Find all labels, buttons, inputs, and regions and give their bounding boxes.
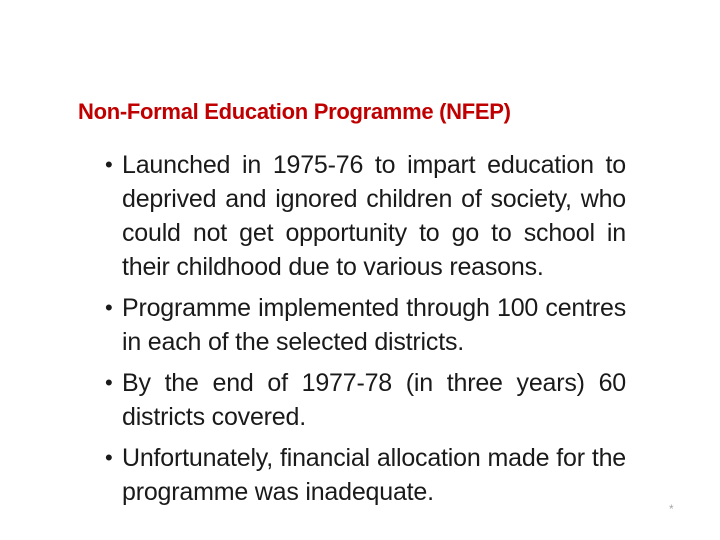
bullet-icon: •	[105, 295, 113, 320]
bullet-icon: •	[105, 445, 113, 470]
list-item	[105, 366, 626, 434]
bullet-text: Launched in 1975-76 to impart education to deprived and ignored children of society, who could not get opportunity to go to school in their childhood due to various reasons.	[122, 151, 626, 281]
bullet-text: Unfortunately, financial allocation made for the programme was inadequate.	[122, 444, 626, 506]
bullet-icon: •	[105, 152, 113, 177]
slide-title: Non-Formal Education Programme (NFEP)	[78, 98, 511, 124]
bullet-icon: •	[105, 370, 113, 395]
slide-number-mark: *	[669, 502, 674, 516]
bullet-text: By the end of 1977-78 (in three years) 60 districts covered.	[122, 369, 626, 431]
bullet-text: Programme implemented through 100 centres in each of the selected districts.	[122, 294, 626, 356]
bullet-list	[105, 148, 626, 509]
list-item	[105, 441, 626, 509]
list-item	[105, 291, 626, 359]
list-item	[105, 148, 626, 284]
